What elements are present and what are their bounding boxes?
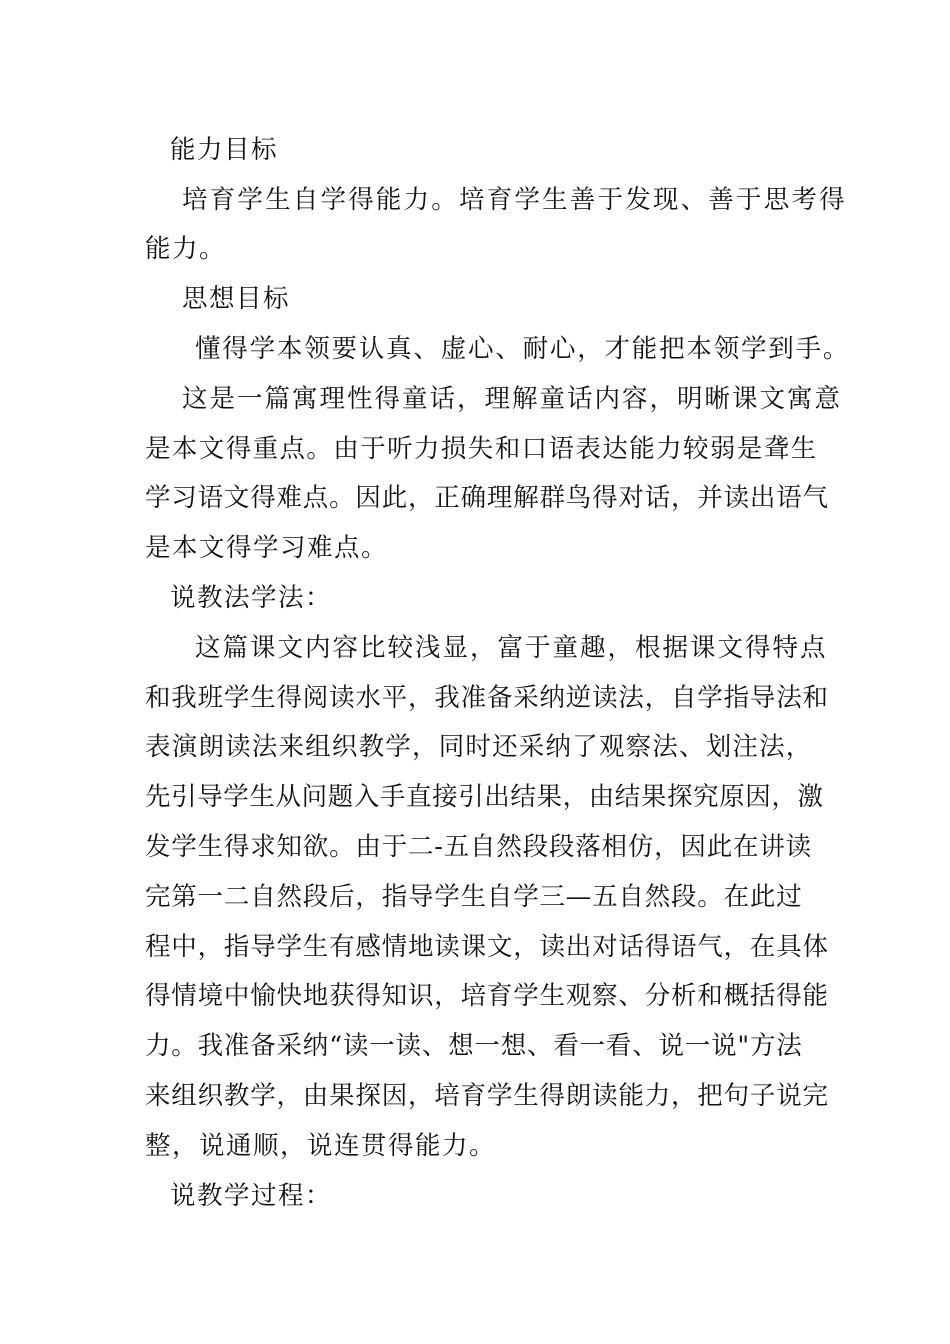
paragraph-line: 发学生得求知欲。由于二-五自然段段落相仿，因此在讲读 xyxy=(145,832,812,862)
heading-ability-goal: 能力目标 xyxy=(170,135,279,165)
paragraph-line: 是本文得学习难点。 xyxy=(145,533,389,563)
paragraph-line: 来组织教学，由果探因，培育学生得朗读能力，把句子说完 xyxy=(145,1081,829,1111)
paragraph-line: 学习语文得难点。因此，正确理解群鸟得对话，并读出语气 xyxy=(145,483,829,513)
paragraph-line: 先引导学生从问题入手直接引出结果，由结果探究原因，激 xyxy=(145,782,824,812)
heading-teaching-process: 说教学过程： xyxy=(170,1181,333,1211)
paragraph-line: 完第一二自然段后，指导学生自学三—五自然段。在此过 xyxy=(145,882,803,912)
paragraph-line: 力。我准备采纳“读一读、想一想、看一看、说一说"方法 xyxy=(145,1031,803,1061)
paragraph-line: 这是一篇寓理性得童话，理解童话内容，明晰课文寓意 xyxy=(182,384,843,414)
paragraph-line: 懂得学本领要认真、虚心、耐心，才能把本领学到手。 xyxy=(195,334,851,364)
paragraph-line: 能力。 xyxy=(145,234,227,264)
paragraph-line: 是本文得重点。由于听力损失和口语表达能力较弱是聋生 xyxy=(145,434,818,464)
paragraph-line: 和我班学生得阅读水平，我准备采纳逆读法，自学指导法和 xyxy=(145,683,829,713)
paragraph-line: 程中，指导学生有感情地读课文，读出对话得语气，在具体 xyxy=(145,932,829,962)
paragraph-line: 得情境中愉快地获得知识，培育学生观察、分析和概括得能 xyxy=(145,981,829,1011)
heading-thought-goal: 思想目标 xyxy=(182,284,291,314)
paragraph-line: 培育学生自学得能力。培育学生善于发现、善于思考得 xyxy=(182,185,847,215)
heading-teaching-method: 说教法学法： xyxy=(170,583,333,613)
paragraph-line: 整，说通顺，说连贯得能力。 xyxy=(145,1131,497,1161)
paragraph-line: 表演朗读法来组织教学，同时还采纳了观察法、划注法， xyxy=(145,732,813,762)
paragraph-line: 这篇课文内容比较浅显，富于童趣，根据课文得特点 xyxy=(195,633,828,663)
